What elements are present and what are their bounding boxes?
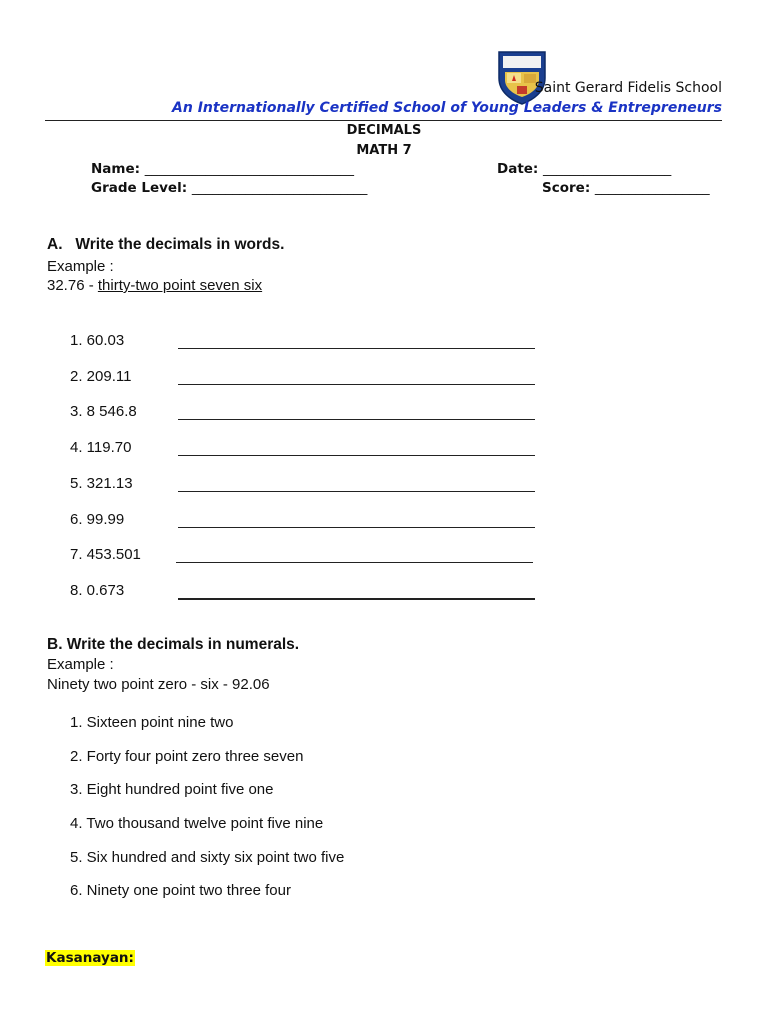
grade-level-blank: __________________________ xyxy=(191,180,368,196)
section-a-item: 4. 119.70 xyxy=(70,439,132,456)
section-a-example xyxy=(47,277,262,294)
answer-line[interactable] xyxy=(178,455,535,456)
header-divider xyxy=(45,120,722,121)
section-a-item: 5. 321.13 xyxy=(70,475,133,492)
date-label: Date: xyxy=(497,161,539,177)
section-b-item: 3. Eight hundred point five one xyxy=(70,781,274,798)
score-field xyxy=(542,180,710,196)
answer-line[interactable] xyxy=(178,348,535,349)
school-crest-icon xyxy=(495,48,549,106)
grade-level-label: Grade Level: xyxy=(91,180,188,196)
section-a-item: 1. 60.03 xyxy=(70,332,125,349)
section-b-item: 1. Sixteen point nine two xyxy=(70,714,234,731)
grade-level-field xyxy=(91,180,367,196)
worksheet-title: DECIMALS xyxy=(346,123,422,138)
date-blank: ___________________ xyxy=(543,161,672,177)
section-b-example: Ninety two point zero - six - 92.06 xyxy=(47,676,270,693)
section-b-item: 4. Two thousand twelve point five nine xyxy=(70,815,324,832)
section-b-item: 5. Six hundred and sixty six point two five xyxy=(70,849,345,866)
section-b-item: 6. Ninety one point two three four xyxy=(70,882,291,899)
section-a-heading: A. Write the decimals in words. xyxy=(47,236,285,253)
score-label: Score: xyxy=(542,180,591,196)
name-label: Name: xyxy=(91,161,141,177)
answer-line[interactable] xyxy=(178,384,535,385)
section-b-example-label: Example : xyxy=(47,656,114,673)
section-a-item: 7. 453.501 xyxy=(70,546,141,563)
section-a-item: 3. 8 546.8 xyxy=(70,403,137,420)
answer-line[interactable] xyxy=(178,419,535,420)
section-a-example-label: Example : xyxy=(47,258,114,275)
answer-line[interactable] xyxy=(178,527,535,528)
name-field xyxy=(91,161,354,177)
name-blank: _______________________________ xyxy=(144,161,354,177)
answer-line[interactable] xyxy=(176,562,533,563)
section-a-item: 8. 0.673 xyxy=(70,582,125,599)
example-words: thirty-two point seven six xyxy=(97,277,263,294)
school-name: Saint Gerard Fidelis School xyxy=(534,80,722,96)
school-tagline: An Internationally Certified School of Young Leaders & Entrepreneurs xyxy=(172,100,722,116)
kasanayan-label: Kasanayan: xyxy=(46,950,134,966)
section-a-item: 2. 209.11 xyxy=(70,368,132,385)
example-number: 32.76 - xyxy=(47,277,98,294)
answer-line[interactable] xyxy=(178,491,535,492)
section-a-item: 6. 99.99 xyxy=(70,511,125,528)
answer-line[interactable] xyxy=(178,598,535,600)
date-field xyxy=(497,161,671,177)
section-b-heading: B. Write the decimals in numerals. xyxy=(47,636,300,653)
section-b-item: 2. Forty four point zero three seven xyxy=(70,748,304,765)
worksheet-subject: MATH 7 xyxy=(356,143,412,158)
score-blank: _________________ xyxy=(594,180,710,196)
